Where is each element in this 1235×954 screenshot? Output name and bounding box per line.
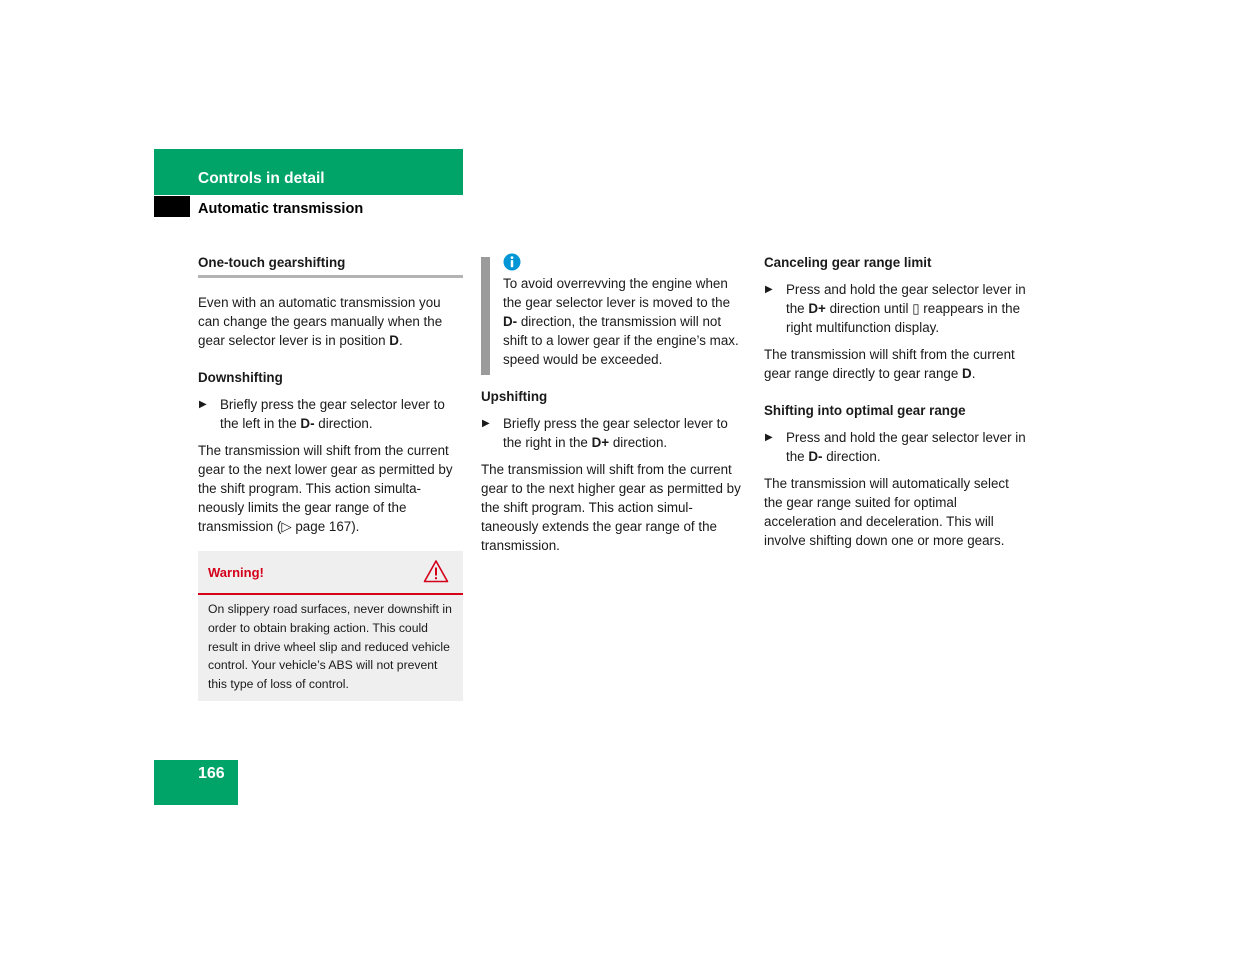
warning-text: On slippery road surfaces, never downshift in order to obtain braking action. This could result in drive wheel slip and reduced vehicle control. Your vehicle’s ABS will not prevent this type of loss of control. <box>208 602 452 692</box>
cancel-step: ▶ Press and hold the gear selector lever in the D+ direction until ▯ reappears in the right multifunction display. <box>765 282 1026 335</box>
heading-canceling: Canceling gear range limit <box>764 255 932 270</box>
optimal-result: The transmission will automatically select the gear range suited for optimal acceleration and deceleration. This will involve shifting down one or more gears. <box>764 476 1009 548</box>
subsection-title: Automatic transmission <box>198 201 364 217</box>
optimal-step: ▶ Press and hold the gear selector lever in the D- direction. <box>765 430 1026 464</box>
info-bar <box>481 257 490 375</box>
bullet-triangle-icon: ▶ <box>765 284 773 295</box>
page-number: 166 <box>198 765 225 782</box>
heading-upshifting: Upshifting <box>481 389 548 404</box>
info-text: To avoid overrevving the engine when the gear selector lever is moved to the D- direction, the transmission will not shift to a lower gear if the engine’s max. speed would be exceeded. <box>503 276 739 367</box>
bullet-triangle-icon: ▶ <box>482 418 490 429</box>
column-1 <box>198 253 463 701</box>
upshift-result: The transmission will shift from the current gear to the next higher gear as permitted by the shift program. This action simul-taneously extends the gear range of the transmission. <box>481 462 741 553</box>
downshift-result: The transmission will shift from the current gear to the next lower gear as permitted by the shift program. This action simulta-neously limits the gear range of the transmission (▷ page 167). <box>198 443 453 534</box>
subsection-marker <box>154 196 190 217</box>
bullet-triangle-icon: ▶ <box>199 399 207 410</box>
display-symbol-icon: ▯ <box>912 301 920 316</box>
heading-downshifting: Downshifting <box>198 370 283 385</box>
warning-triangle-icon <box>423 559 449 583</box>
page-number-tab <box>154 760 238 805</box>
warning-header <box>198 551 463 595</box>
upshift-step: ▶ Briefly press the gear selector lever to the right in the D+ direction. <box>482 416 728 450</box>
cancel-result: The transmission will shift from the current gear range directly to gear range D. <box>764 347 1015 381</box>
info-note <box>481 253 747 369</box>
warning-label: Warning! <box>208 565 264 580</box>
heading-one-touch: One-touch gearshifting <box>198 253 463 278</box>
info-icon <box>503 253 521 271</box>
column-3 <box>764 253 1030 550</box>
bullet-triangle-icon: ▶ <box>765 432 773 443</box>
intro-paragraph: Even with an automatic transmission you can change the gears manually when the gear selector lever is in position D. <box>198 295 443 348</box>
section-title: Controls in detail <box>198 170 325 187</box>
downshift-step: ▶ Briefly press the gear selector lever to the left in the D- direction. <box>199 397 445 431</box>
warning-box <box>198 551 463 701</box>
heading-optimal: Shifting into optimal gear range <box>764 403 966 418</box>
column-2 <box>481 253 747 555</box>
